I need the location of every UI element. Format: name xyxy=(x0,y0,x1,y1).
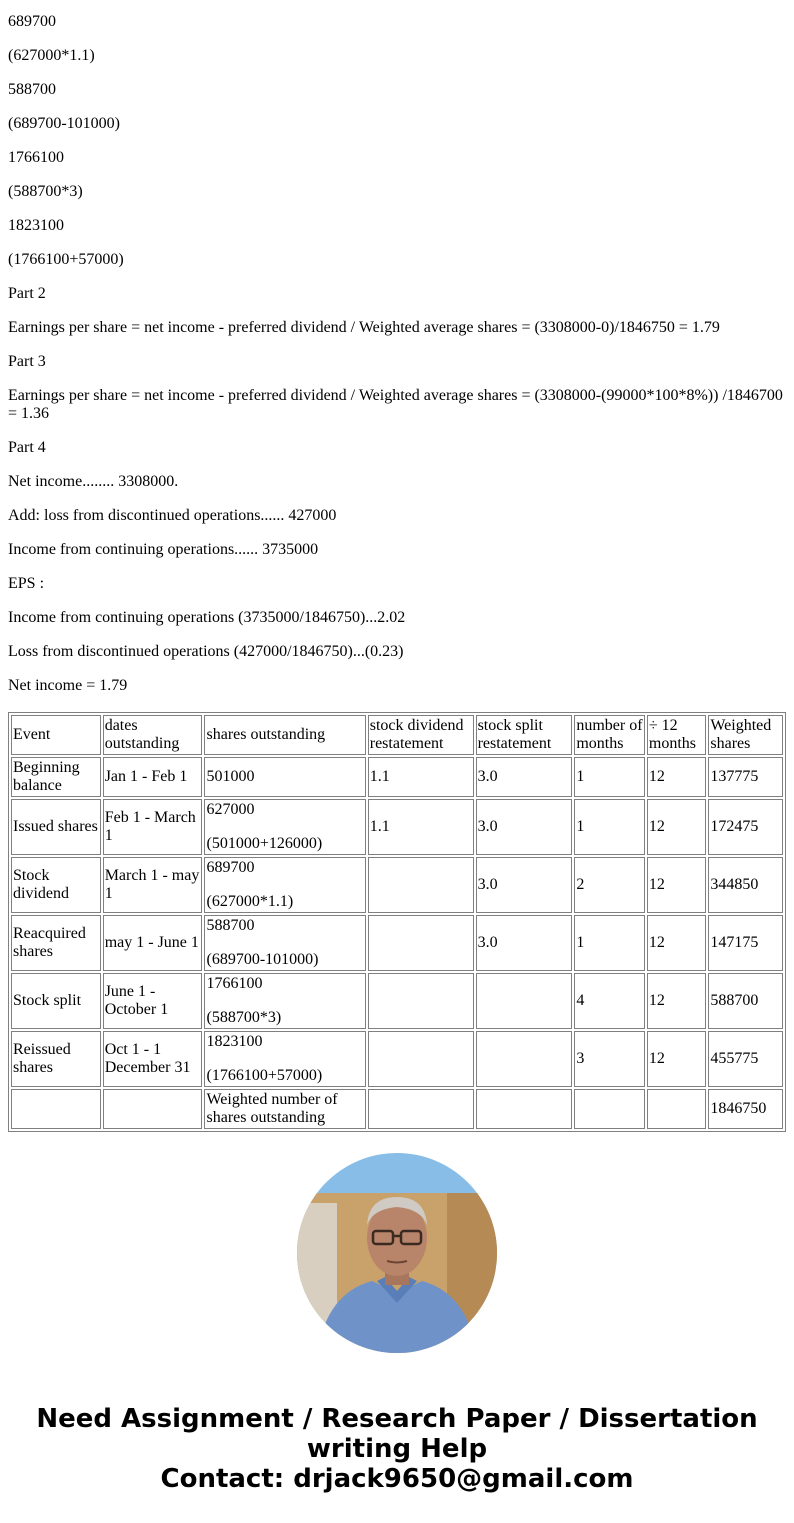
dividend-cell xyxy=(368,973,474,1029)
empty-cell xyxy=(476,1089,573,1129)
dates-cell: Feb 1 - March 1 xyxy=(103,799,203,855)
shares-value: 689700 xyxy=(206,859,255,876)
column-header: stock split restatement xyxy=(476,715,573,755)
event-cell: Reissued shares xyxy=(11,1031,101,1087)
months-cell: 1 xyxy=(574,799,645,855)
shares-value: 1823100 xyxy=(206,1033,263,1050)
weighted-shares-table xyxy=(8,712,786,1132)
event-cell: Stock split xyxy=(11,973,101,1029)
shares-cell: 501000 xyxy=(204,757,365,797)
event-cell: Stock dividend xyxy=(11,857,101,913)
table-row xyxy=(11,915,783,971)
dates-cell: March 1 - may 1 xyxy=(103,857,203,913)
column-header: ÷ 12 months xyxy=(647,715,706,755)
months-cell: 1 xyxy=(574,757,645,797)
column-header: Event xyxy=(11,715,101,755)
empty-cell xyxy=(647,1089,706,1129)
paragraph: (1766100+57000) xyxy=(8,251,124,268)
split-cell: 3.0 xyxy=(476,799,573,855)
portrait-image xyxy=(297,1153,497,1353)
paragraph: Add: loss from discontinued operations...... 427000 xyxy=(8,507,337,524)
shares-formula: (627000*1.1) xyxy=(206,893,294,910)
months-cell: 1 xyxy=(574,915,645,971)
empty-cell xyxy=(368,1089,474,1129)
paragraph: 588700 xyxy=(8,81,56,98)
weighted-cell: 172475 xyxy=(708,799,783,855)
divisor-cell: 12 xyxy=(647,857,706,913)
shares-cell xyxy=(204,857,365,913)
dividend-cell xyxy=(368,1031,474,1087)
dividend-cell: 1.1 xyxy=(368,799,474,855)
column-header: number of months xyxy=(574,715,645,755)
split-cell xyxy=(476,1031,573,1087)
split-cell: 3.0 xyxy=(476,857,573,913)
paragraph: 689700 xyxy=(8,13,56,30)
footer-line-1: Need Assignment / Research Paper / Dissertation xyxy=(36,1404,758,1434)
paragraph: Earnings per share = net income - preferred dividend / Weighted average shares = (3308000-(99000*100*8%)) /1846700 = 1.36 xyxy=(8,387,783,422)
table-row xyxy=(11,1031,783,1087)
shares-value: 588700 xyxy=(206,917,255,934)
dates-cell: Oct 1 - 1 December 31 xyxy=(103,1031,203,1087)
table-row xyxy=(11,857,783,913)
paragraph: 1766100 xyxy=(8,149,64,166)
paragraph: EPS : xyxy=(8,575,45,592)
split-cell: 3.0 xyxy=(476,915,573,971)
table-row xyxy=(11,799,783,855)
paragraph: 1823100 xyxy=(8,217,64,234)
weighted-cell: 137775 xyxy=(708,757,783,797)
contact-email: Contact: drjack9650@gmail.com xyxy=(160,1464,634,1494)
months-cell: 3 xyxy=(574,1031,645,1087)
dividend-cell: 1.1 xyxy=(368,757,474,797)
shares-formula: (1766100+57000) xyxy=(206,1067,323,1084)
section-heading-part-2: Part 2 xyxy=(8,285,46,302)
shares-formula: (501000+126000) xyxy=(206,835,323,852)
split-cell xyxy=(476,973,573,1029)
dates-cell: June 1 - October 1 xyxy=(103,973,203,1029)
shares-formula: (588700*3) xyxy=(206,1009,282,1026)
column-header: shares outstanding xyxy=(204,715,365,755)
weighted-cell: 455775 xyxy=(708,1031,783,1087)
empty-cell xyxy=(103,1089,203,1129)
shares-value: 1766100 xyxy=(206,975,263,992)
event-cell: Beginning balance xyxy=(11,757,101,797)
weighted-cell: 588700 xyxy=(708,973,783,1029)
paragraph: (588700*3) xyxy=(8,183,83,200)
dates-cell: may 1 - June 1 xyxy=(103,915,203,971)
shares-cell xyxy=(204,915,365,971)
empty-cell xyxy=(11,1089,101,1129)
dividend-cell xyxy=(368,915,474,971)
paragraph: Earnings per share = net income - preferred dividend / Weighted average shares = (3308000-0)/1846750 = 1.79 xyxy=(8,319,720,336)
shares-cell xyxy=(204,973,365,1029)
weighted-cell: 344850 xyxy=(708,857,783,913)
months-cell: 4 xyxy=(574,973,645,1029)
shares-cell xyxy=(204,1031,365,1087)
divisor-cell: 12 xyxy=(647,799,706,855)
months-cell: 2 xyxy=(574,857,645,913)
section-heading-part-3: Part 3 xyxy=(8,353,46,370)
paragraph: Income from continuing operations (3735000/1846750)...2.02 xyxy=(8,609,406,626)
column-header: dates outstanding xyxy=(103,715,203,755)
total-label: Weighted number of shares outstanding xyxy=(204,1089,365,1129)
total-value: 1846750 xyxy=(708,1089,783,1129)
shares-cell xyxy=(204,799,365,855)
paragraph: Loss from discontinued operations (427000/1846750)...(0.23) xyxy=(8,643,404,660)
author-photo xyxy=(297,1153,497,1353)
footer-line-2: writing Help xyxy=(306,1434,488,1464)
table-row xyxy=(11,973,783,1029)
column-header: Weighted shares xyxy=(708,715,783,755)
table-total-row xyxy=(11,1089,783,1129)
divisor-cell: 12 xyxy=(647,915,706,971)
paragraph: Income from continuing operations...... 3735000 xyxy=(8,541,319,558)
table-header-row xyxy=(11,715,783,755)
divisor-cell: 12 xyxy=(647,973,706,1029)
empty-cell xyxy=(574,1089,645,1129)
divisor-cell: 12 xyxy=(647,1031,706,1087)
divisor-cell: 12 xyxy=(647,757,706,797)
paragraph: (689700-101000) xyxy=(8,115,120,132)
split-cell: 3.0 xyxy=(476,757,573,797)
section-heading-part-4: Part 4 xyxy=(8,439,46,456)
event-cell: Issued shares xyxy=(11,799,101,855)
weighted-cell: 147175 xyxy=(708,915,783,971)
table-row xyxy=(11,757,783,797)
paragraph: Net income = 1.79 xyxy=(8,677,128,694)
paragraph: Net income........ 3308000. xyxy=(8,473,179,490)
contact-footer xyxy=(0,1404,794,1494)
dividend-cell xyxy=(368,857,474,913)
shares-formula: (689700-101000) xyxy=(206,951,319,968)
event-cell: Reacquired shares xyxy=(11,915,101,971)
column-header: stock dividend restatement xyxy=(368,715,474,755)
paragraph: (627000*1.1) xyxy=(8,47,95,64)
dates-cell: Jan 1 - Feb 1 xyxy=(103,757,203,797)
shares-value: 627000 xyxy=(206,801,255,818)
